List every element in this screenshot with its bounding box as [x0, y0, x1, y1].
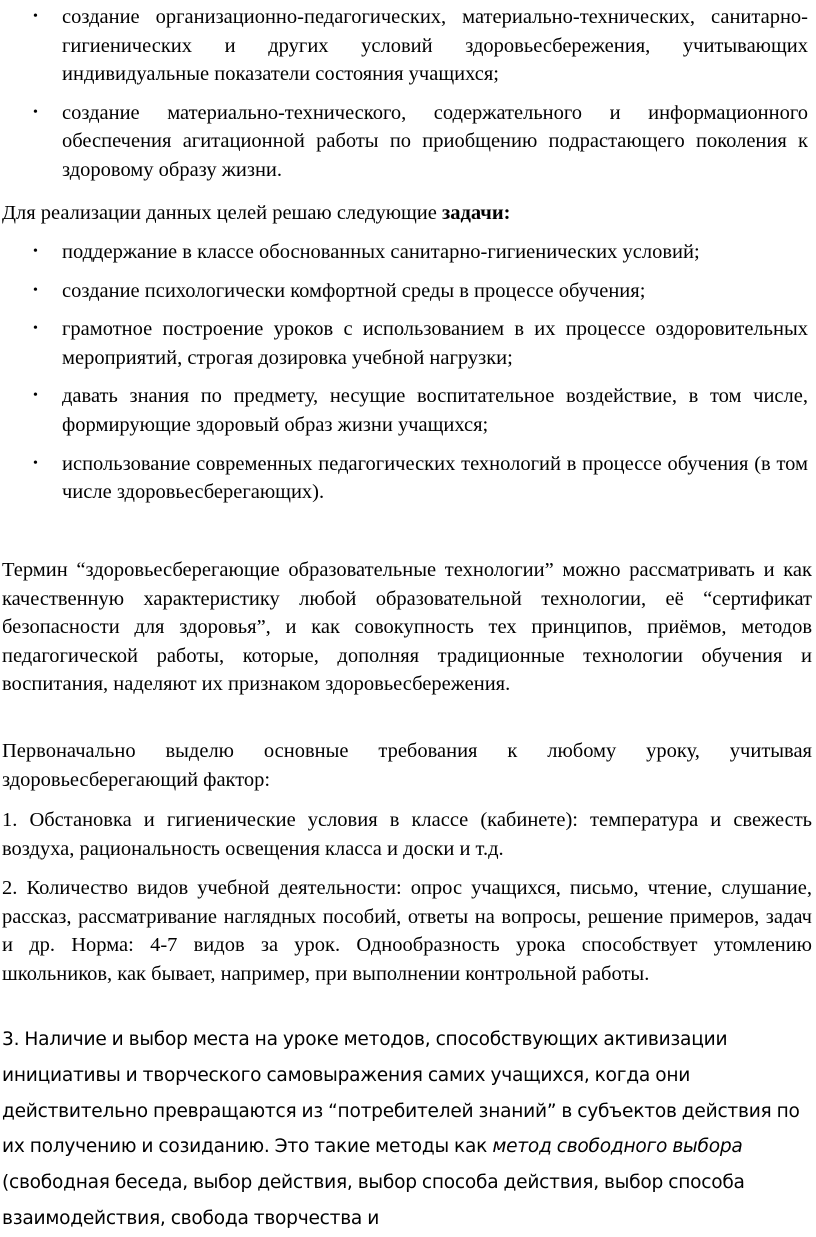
list-item	[0, 382, 812, 439]
list-item	[0, 315, 812, 372]
list-item-text: использование современных педагогических технологий в процессе обучения (в том числе здоровьесберегающих).	[62, 452, 808, 504]
requirement-2: 2. Количество видов учебной деятельности: опрос учащихся, письмо, чтение, слушание, рассказ, рассматривание наглядных пособий, ответы на вопросы, решение примеров, задач и др. Норма: 4-7 видов за урок. Однообразность урока способствует утомлению школьников, как бывает, например, при выполнении контрольной работы.	[2, 877, 812, 985]
requirement-3-italic: метод свободного выбора	[492, 1136, 743, 1158]
list-item	[0, 450, 812, 507]
requirements-intro: Первоначально выделю основные требования к любому уроку, учитывая здоровьесберегающий фактор:	[2, 740, 812, 791]
term-paragraph: Термин “здоровьесберегающие образовательные технологии” можно рассматривать и как качественную характеристику любой образовательной технологии, её “сертификат безопасности для здоровья”, и как совокупность тех принципов, приёмов, методов педагогической работы, которые, дополняя традиционные технологии обучения и воспитания, наделяют их признаком здоровьесбережения.	[2, 559, 812, 696]
list-item	[0, 3, 812, 89]
list-item-text: грамотное построение уроков с использованием в их процессе оздоровительных мероприятий, строгая дозировка учебной нагрузки;	[62, 318, 808, 369]
list-item	[0, 277, 812, 306]
goals-list	[0, 3, 812, 185]
bullet-icon: •	[33, 244, 38, 259]
list-item	[0, 238, 812, 267]
bullet-icon: •	[33, 455, 38, 471]
tasks-intro	[0, 199, 816, 228]
requirement-1: 1. Обстановка и гигиенические условия в классе (кабинете): температура и свежесть воздуха, рациональность освещения класса и доски и т.д.	[2, 809, 812, 860]
requirement-3-text: 3. Наличие и выбор места на уроке методов, способствующих активизации инициативы и творческого самовыражения самих учащихся, когда они действительно превращаются из “потребителей знаний” в субъектов действия по их получению и созиданию. Это такие методы как	[2, 1029, 800, 1158]
list-item-text: создание организационно-педагогических, материально-технических, санитарно-гигиенических и других условий здоровьесбережения, учитывающих индивидуальные показатели состояния учащихся;	[62, 6, 808, 86]
list-item	[0, 99, 812, 185]
list-item-text: поддержание в классе обоснованных санитарно-гигиенических условий;	[62, 241, 700, 263]
tasks-intro-text: Для реализации данных целей решаю следующие	[2, 202, 442, 224]
list-item-text: давать знания по предмету, несущие воспитательное воздействие, в том числе, формирующие здоровый образ жизни учащихся;	[62, 385, 808, 436]
tasks-list	[0, 238, 812, 507]
bullet-icon: •	[33, 321, 38, 337]
bullet-icon: •	[33, 104, 38, 120]
list-item-text: создание материально-технического, содержательного и информационного обеспечения агитационной работы по приобщению подрастающего поколения к здоровому образу жизни.	[62, 101, 808, 181]
requirement-3-tail: (свободная беседа, выбор действия, выбор способа действия, выбор способа взаимодействия, свобода творчества и	[2, 1172, 745, 1229]
tasks-intro-bold: задачи:	[442, 202, 511, 224]
bullet-icon: •	[33, 282, 38, 298]
requirement-3	[0, 1022, 814, 1237]
bullet-icon: •	[33, 388, 38, 404]
list-item-text: создание психологически комфортной среды в процессе обучения;	[62, 279, 646, 302]
bullet-icon: •	[33, 9, 38, 24]
